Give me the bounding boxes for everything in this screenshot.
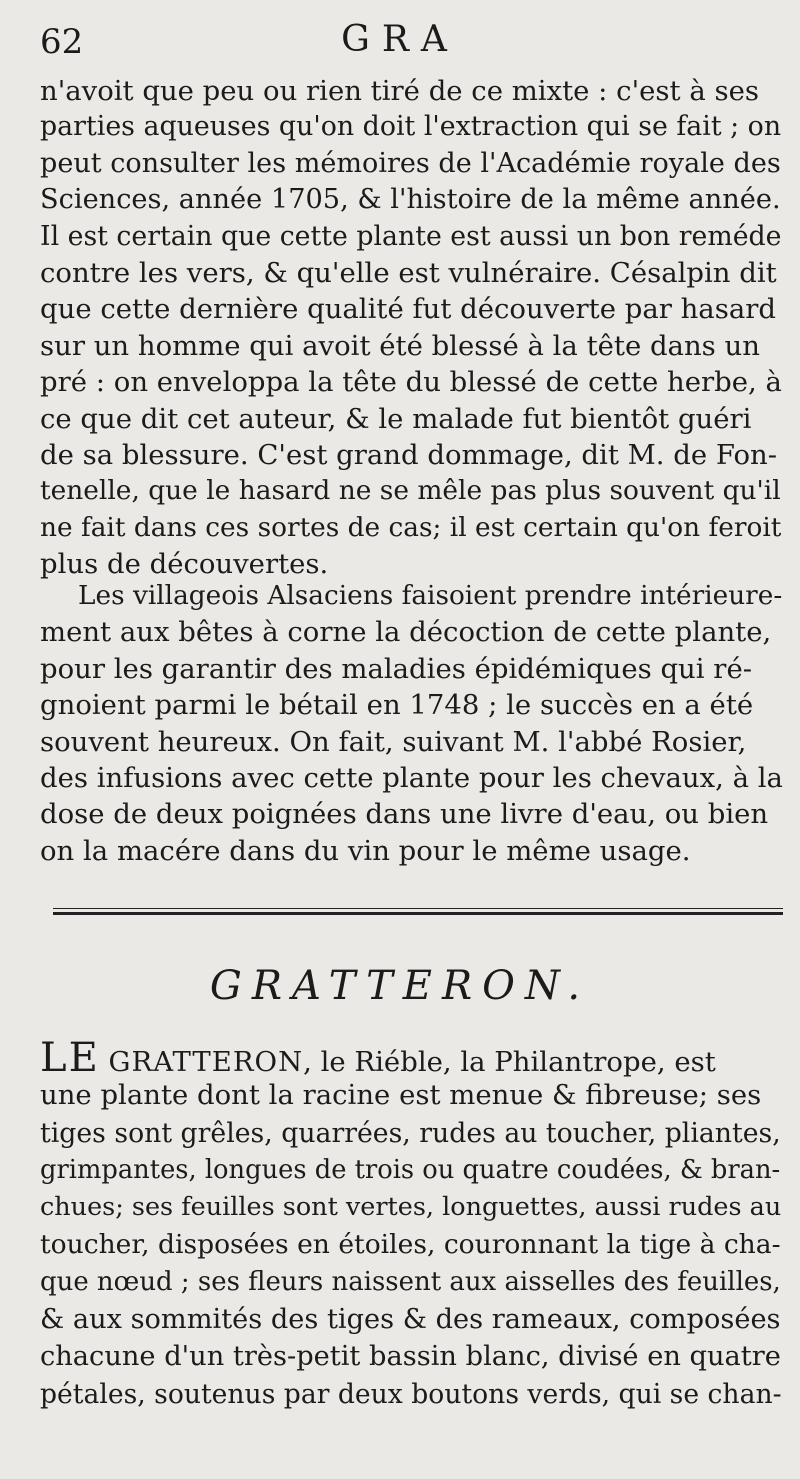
entry-first-line-rest: , le Riéble, la Philantrope, est bbox=[303, 1046, 716, 1078]
section-title: GRATTERON. bbox=[209, 963, 591, 1009]
text-line: toucher, disposées en étoiles, couronnant la tige à cha- bbox=[40, 1229, 781, 1261]
text-line: ne fait dans ces sortes de cas; il est certain qu'on feroit bbox=[40, 512, 782, 543]
text-line: peut consulter les mémoires de l'Académie royale des bbox=[40, 147, 781, 179]
text-line: que nœud ; ses fleurs naissent aux aisselles des feuilles, bbox=[40, 1266, 781, 1297]
text-line: une plante dont la racine est menue & fibreuse; ses bbox=[40, 1079, 762, 1112]
text-line: parties aqueuses qu'on doit l'extraction qui se fait ; on bbox=[40, 111, 782, 143]
entry-gratteron bbox=[40, 1040, 785, 1413]
entry-first-line bbox=[40, 1040, 785, 1077]
text-line: plus de découvertes. bbox=[40, 548, 329, 581]
section-divider bbox=[53, 908, 783, 915]
paragraph-alsaciens bbox=[40, 578, 785, 869]
text-line: Les villageois Alsaciens faisoient prendre intérieure- bbox=[78, 581, 783, 611]
text-line: pré : on enveloppa la tête du blessé de cette herbe, à bbox=[40, 366, 782, 399]
continued-paragraph bbox=[40, 73, 785, 582]
text-line: dose de deux poignées dans une livre d'eau, ou bien bbox=[40, 798, 769, 831]
text-line: on la macére dans du vin pour le même usage. bbox=[40, 834, 691, 867]
text-line: n'avoit que peu ou rien tiré de ce mixte : c'est à ses bbox=[40, 75, 759, 107]
text-line: & aux sommités des tiges & des rameaux, composées bbox=[40, 1304, 781, 1336]
text-line: souvent heureux. On fait, suivant M. l'abbé Rosier, bbox=[40, 725, 747, 758]
text-line: chues; ses feuilles sont vertes, longuettes, aussi rudes au bbox=[40, 1192, 782, 1223]
text-line: tiges sont grêles, quarrées, rudes au toucher, pliantes, bbox=[40, 1117, 781, 1149]
text-line: grimpantes, longues de trois ou quatre coudées, & bran- bbox=[40, 1154, 781, 1185]
text-line: Il est certain que cette plante est aussi un bon reméde bbox=[40, 220, 782, 252]
drop-cap: LE bbox=[40, 1040, 100, 1078]
running-head: GRA bbox=[341, 19, 459, 60]
text-line: chacune d'un très-petit bassin blanc, divisé en quatre bbox=[40, 1341, 781, 1373]
text-line: pétales, soutenus par deux boutons verds, qui se chan- bbox=[40, 1378, 782, 1410]
text-line: Sciences, année 1705, & l'histoire de la même année. bbox=[40, 184, 781, 216]
text-line: tenelle, que le hasard ne se mêle pas plus souvent qu'il bbox=[40, 475, 781, 507]
text-line: contre les vers, & qu'elle est vulnéraire. Césalpin dit bbox=[40, 256, 777, 289]
text-line: des infusions avec cette plante pour les chevaux, à la bbox=[40, 761, 783, 794]
text-line: de sa blessure. C'est grand dommage, dit M. de Fon- bbox=[40, 438, 778, 471]
entry-headword: GRATTERON bbox=[108, 1046, 304, 1078]
text-line: pour les garantir des maladies épidémiques qui ré- bbox=[40, 652, 753, 685]
text-line: gnoient parmi le bétail en 1748 ; le succès en a été bbox=[40, 689, 754, 722]
text-line: sur un homme qui avoit été blessé à la tête dans un bbox=[40, 329, 760, 362]
text-line: ment aux bêtes à corne la décoction de cette plante, bbox=[40, 616, 772, 649]
text-line: que cette dernière qualité fut découverte par hasard bbox=[40, 293, 776, 326]
text-line: ce que dit cet auteur, & le malade fut bientôt guéri bbox=[40, 402, 752, 435]
page-number: 62 bbox=[40, 22, 84, 62]
